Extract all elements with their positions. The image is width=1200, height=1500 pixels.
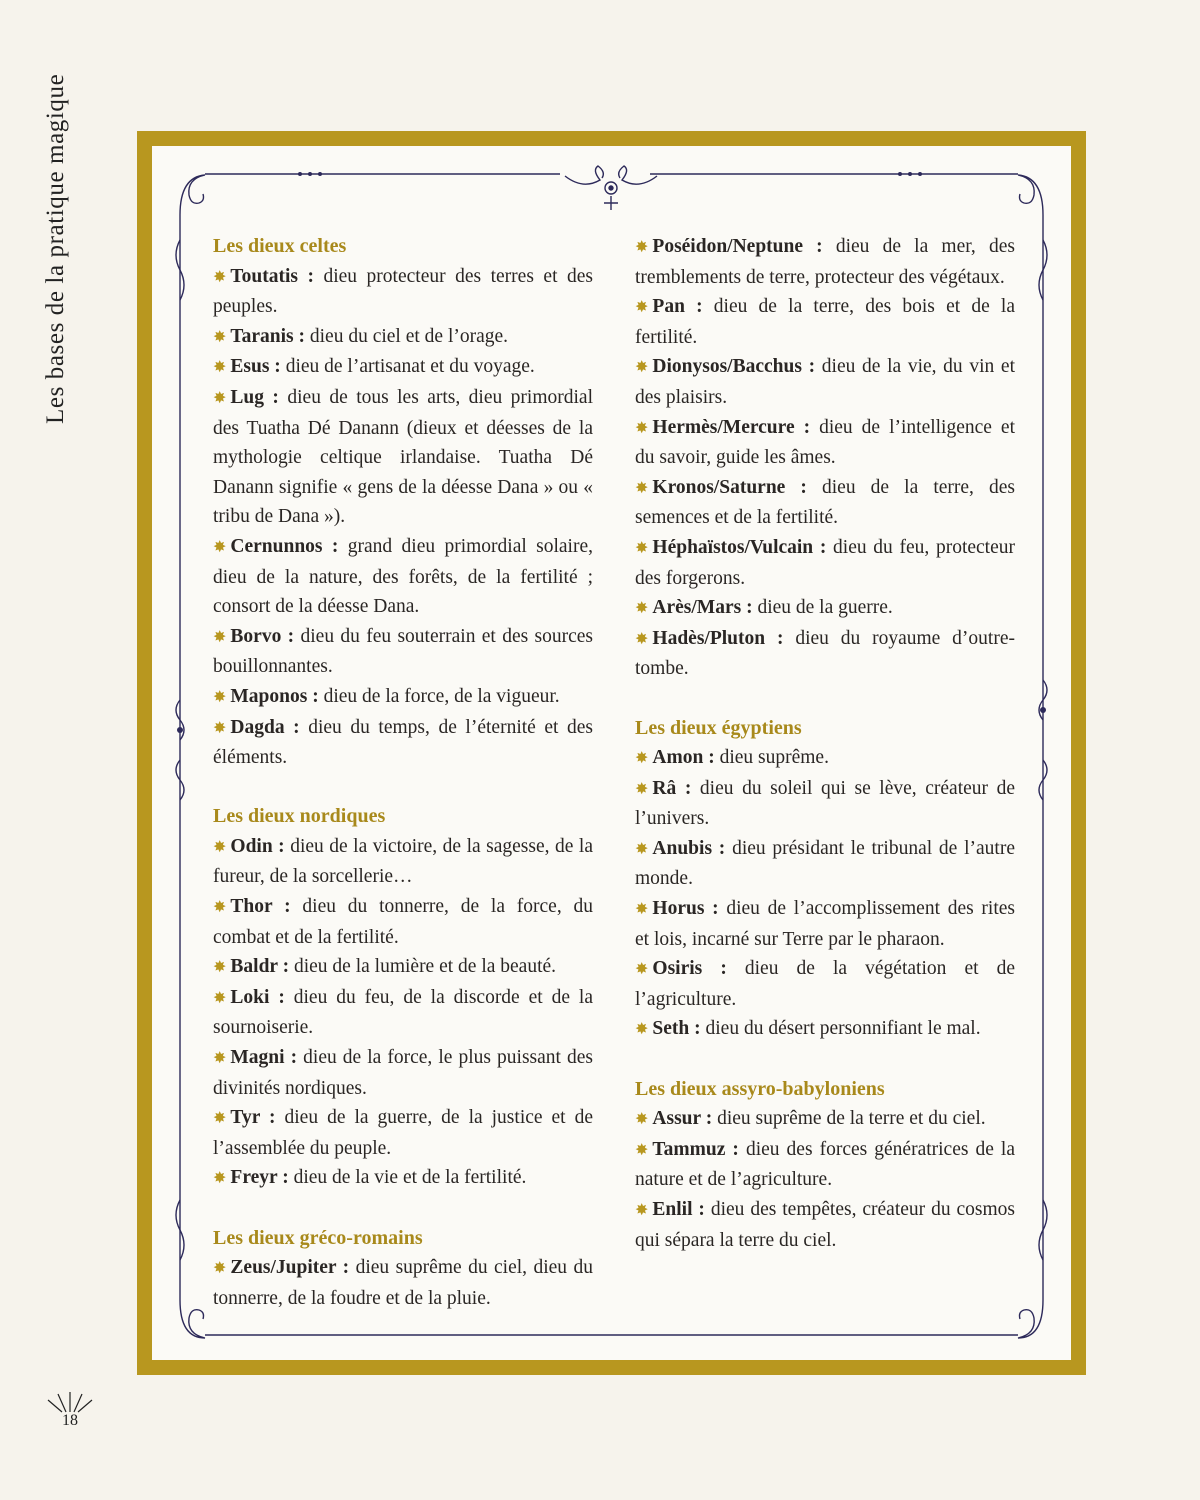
entry-text: dieu de la guerre.: [752, 597, 893, 619]
entry: [635, 533, 1015, 593]
entry: [213, 352, 593, 383]
star-icon: ✸: [213, 1050, 227, 1068]
entry-text: dieu suprême du ciel, dieu du tonnerre, de la foudre et de la pluie.: [213, 1257, 593, 1309]
entry-name: Toutatis :: [230, 265, 314, 287]
entry-name: Dionysos/Bacchus :: [652, 356, 816, 378]
entry: [635, 352, 1015, 412]
entry-text: dieu suprême de la terre et du ciel.: [712, 1108, 986, 1130]
star-icon: ✸: [213, 1170, 227, 1188]
entry: [635, 232, 1015, 292]
entry-name: Loki :: [230, 986, 285, 1008]
entry: [213, 832, 593, 892]
section-heading: Les dieux assyro-babyloniens: [635, 1077, 885, 1100]
star-icon: ✸: [635, 840, 649, 858]
section-heading: Les dieux nordiques: [213, 805, 386, 828]
star-icon: ✸: [635, 961, 649, 979]
star-icon: ✸: [213, 959, 227, 977]
entry-text: dieu de la terre, des semences et de la fertilité.: [635, 476, 1015, 529]
entry-name: Lug :: [230, 386, 279, 408]
entry-name: Pan :: [652, 296, 703, 318]
star-icon: ✸: [635, 299, 649, 317]
entry: [213, 952, 593, 983]
left-column: [213, 232, 593, 1313]
entry-text: dieu de la victoire, de la sagesse, de la fureur, de la sorcellerie…: [213, 835, 593, 888]
entry-name: Héphaïstos/Vulcain :: [652, 536, 827, 558]
entry: [213, 322, 593, 353]
entry: [635, 1104, 1015, 1135]
entry-name: Magni :: [230, 1047, 298, 1069]
right-column: [635, 232, 1015, 1255]
running-header: [20, 40, 110, 440]
entry-text: dieu de l’accomplissement des rites et lois, incarné sur Terre par le pharaon.: [635, 898, 1016, 950]
entry-text: dieu de la vie, du vin et des plaisirs.: [635, 356, 1015, 408]
section-celtes: [213, 232, 593, 773]
entry-name: Horus :: [652, 898, 719, 920]
entry-text: dieu du feu, protecteur des forgerons.: [635, 536, 1015, 589]
star-icon: ✸: [213, 838, 227, 856]
entry-name: Anubis :: [652, 837, 726, 859]
entry: [213, 622, 593, 682]
entry: [635, 774, 1015, 834]
star-icon: ✸: [635, 1111, 649, 1129]
entry-text: dieu du feu souterrain et des sources bouillonnantes.: [213, 625, 593, 678]
entry-name: Borvo :: [230, 625, 295, 647]
entry-name: Dagda :: [230, 716, 300, 738]
entry: [635, 1195, 1015, 1255]
star-icon: ✸: [635, 1141, 649, 1159]
entry-name: Enlil :: [652, 1199, 705, 1220]
section-nordiques: [213, 802, 593, 1194]
star-icon: ✸: [635, 419, 649, 437]
entry: [213, 983, 593, 1043]
entry-name: Hadès/Pluton :: [652, 627, 784, 649]
entry-text: dieu de l’artisanat et du voyage.: [280, 356, 535, 378]
entry: [635, 593, 1015, 624]
entry: [635, 413, 1015, 473]
section-heading: Les dieux gréco-romains: [213, 1226, 423, 1249]
entry-name: Tammuz :: [652, 1138, 739, 1160]
page-number: 18: [62, 1412, 78, 1429]
section-greco-romains: [213, 1224, 593, 1314]
section-heading: Les dieux égyptiens: [635, 716, 802, 739]
sun-rays-icon: [42, 1388, 98, 1414]
entry-text: dieu du tonnerre, de la force, du combat et de la fertilité.: [213, 896, 593, 948]
star-icon: ✸: [213, 268, 227, 286]
star-icon: ✸: [635, 359, 649, 377]
entry: [635, 954, 1015, 1014]
star-icon: ✸: [213, 688, 227, 706]
entry-name: Freyr :: [230, 1167, 289, 1189]
entry-name: Thor :: [230, 896, 291, 918]
entry-text: dieu de la lumière et de la beauté.: [289, 956, 557, 978]
entry-name: Osiris :: [652, 958, 727, 980]
entry-name: Assur :: [652, 1108, 713, 1130]
entry-name: Amon :: [652, 747, 715, 769]
entry-text: dieu des tempêtes, créateur du cosmos qui sépara la terre du ciel.: [635, 1199, 1015, 1251]
entry-name: Râ :: [652, 777, 692, 799]
entry: [635, 894, 1015, 954]
entry: [213, 1103, 593, 1163]
entry-name: Zeus/Jupiter :: [230, 1257, 350, 1279]
entry: [213, 383, 593, 532]
entry-text: dieu du royaume d’outre-tombe.: [635, 627, 1015, 680]
entry: [213, 1043, 593, 1103]
entry-name: Seth :: [652, 1018, 701, 1040]
entry-text: grand dieu primordial solaire, dieu de la nature, des forêts, de la fertilité ; consort de la déesse Dana.: [213, 535, 594, 618]
star-icon: ✸: [213, 538, 227, 556]
star-icon: ✸: [213, 1110, 227, 1128]
entry: [213, 1253, 593, 1313]
star-icon: ✸: [213, 628, 227, 646]
star-icon: ✸: [635, 1021, 649, 1039]
entry-name: Baldr :: [230, 956, 290, 978]
entry-name: Arès/Mars :: [652, 597, 753, 619]
star-icon: ✸: [213, 899, 227, 917]
star-icon: ✸: [213, 359, 227, 377]
entry: [213, 682, 593, 713]
star-icon: ✸: [635, 630, 649, 648]
entry: [635, 743, 1015, 774]
entry-text: dieu du désert personnifiant le mal.: [700, 1018, 981, 1040]
entry-text: dieu présidant le tribunal de l’autre monde.: [635, 837, 1015, 890]
entry-name: Tyr :: [230, 1107, 276, 1129]
star-icon: ✸: [635, 239, 649, 256]
entry: [635, 1014, 1015, 1045]
star-icon: ✸: [213, 719, 227, 737]
entry-text: dieu de la guerre, de la justice et de l’assemblée du peuple.: [213, 1107, 593, 1159]
entry-text: dieu de tous les arts, dieu primordial des Tuatha Dé Danann (dieux et déesses de la mythologie celtique irlandaise. Tuatha Dé Danann signifie « gens de la déesse Dana » ou « tribu de Dana »).: [213, 386, 593, 528]
entry-name: Esus :: [230, 356, 281, 378]
entry-text: dieu du ciel et de l’orage.: [305, 325, 509, 347]
star-icon: ✸: [635, 600, 649, 618]
star-icon: ✸: [635, 750, 649, 768]
star-icon: ✸: [635, 780, 649, 798]
entry: [213, 262, 593, 322]
star-icon: ✸: [213, 989, 227, 1007]
star-icon: ✸: [635, 901, 649, 919]
entry: [635, 1135, 1015, 1195]
entry-name: Poséidon/Neptune :: [652, 236, 823, 257]
entry-text: dieu des forces génératrices de la nature et de l’agriculture.: [635, 1138, 1016, 1191]
entry: [635, 292, 1015, 352]
entry-text: dieu de la terre, des bois et de la fertilité.: [635, 296, 1016, 348]
entry: [213, 892, 593, 952]
entry: [635, 473, 1015, 533]
entry-name: Taranis :: [230, 325, 305, 347]
entry-name: Cernunnos :: [230, 535, 339, 557]
entry: [213, 1163, 593, 1194]
section-greco-romains-continued: [635, 232, 1015, 684]
entry-text: dieu de la végétation et de l’agriculture.: [635, 958, 1015, 1010]
section-assyro-babyloniens: [635, 1075, 1015, 1256]
section-title: Les bases de la pratique magique: [42, 73, 69, 424]
star-icon: ✸: [635, 479, 649, 497]
entry-text: dieu protecteur des terres et des peuples.: [213, 265, 593, 318]
star-icon: ✸: [635, 539, 649, 557]
entry: [213, 532, 593, 622]
entry-text: dieu de la force, de la vigueur.: [318, 685, 560, 707]
entry-text: dieu suprême.: [714, 747, 829, 769]
star-icon: ✸: [213, 389, 227, 407]
entry-name: Maponos :: [230, 685, 319, 707]
entry-text: dieu du temps, de l’éternité et des éléments.: [213, 716, 594, 769]
entry: [213, 713, 593, 773]
entry-name: Kronos/Saturne :: [652, 476, 807, 498]
entry-name: Odin :: [230, 835, 285, 857]
entry-text: dieu de la mer, des tremblements de terre, protecteur des végétaux.: [635, 236, 1015, 288]
star-icon: ✸: [213, 328, 227, 346]
entry-text: dieu du feu, de la discorde et de la sournoiserie.: [213, 986, 594, 1039]
entry-name: Hermès/Mercure :: [652, 416, 811, 438]
entry-text: dieu de la vie et de la fertilité.: [288, 1167, 527, 1189]
entry-text: dieu de la force, le plus puissant des divinités nordiques.: [213, 1047, 593, 1099]
section-egyptiens: [635, 714, 1015, 1046]
star-icon: ✸: [635, 1202, 649, 1219]
star-icon: ✸: [213, 1260, 227, 1278]
entry-text: dieu de l’intelligence et du savoir, guide les âmes.: [635, 416, 1016, 469]
entry-text: dieu du soleil qui se lève, créateur de l’univers.: [635, 777, 1016, 830]
section-heading: Les dieux celtes: [213, 235, 347, 257]
entry: [635, 624, 1015, 684]
entry: [635, 834, 1015, 894]
